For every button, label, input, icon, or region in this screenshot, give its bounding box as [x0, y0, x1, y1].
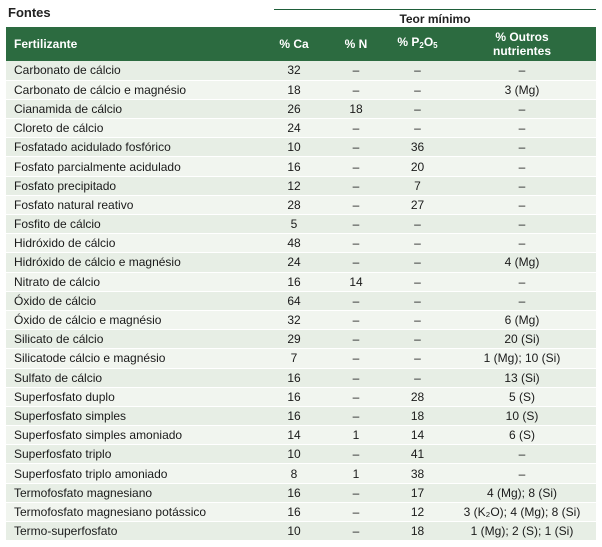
cell-n: – [325, 483, 387, 502]
col-ca: % Ca [263, 27, 325, 61]
cell-fertilizante: Superfosfato simples [6, 406, 263, 425]
cell-n: – [325, 502, 387, 521]
cell-ca: 5 [263, 215, 325, 234]
cell-p2o5: – [387, 80, 448, 99]
cell-p2o5: – [387, 310, 448, 329]
cell-n: – [325, 291, 387, 310]
table-row [6, 99, 596, 118]
header-row [6, 27, 596, 61]
cell-ca: 64 [263, 291, 325, 310]
col-p2o5 [387, 27, 448, 61]
cell-n: – [325, 119, 387, 138]
table-row [6, 138, 596, 157]
table-row [6, 445, 596, 464]
table-row [6, 119, 596, 138]
col-p2o5-prefix: % P [397, 35, 420, 49]
cell-fertilizante: Hidróxido de cálcio e magnésio [6, 253, 263, 272]
cell-fertilizante: Silicatode cálcio e magnésio [6, 349, 263, 368]
cell-outros: – [448, 291, 596, 310]
cell-outros: 3 (Mg) [448, 80, 596, 99]
col-outros-line2: nutrientes [492, 44, 551, 58]
cell-outros: 10 (S) [448, 406, 596, 425]
cell-ca: 16 [263, 157, 325, 176]
cell-n: 1 [325, 426, 387, 445]
cell-ca: 32 [263, 310, 325, 329]
cell-ca: 18 [263, 80, 325, 99]
cell-outros: – [448, 176, 596, 195]
cell-outros: 6 (Mg) [448, 310, 596, 329]
table-row [6, 291, 596, 310]
cell-ca: 16 [263, 406, 325, 425]
cell-n: – [325, 406, 387, 425]
table-row [6, 330, 596, 349]
col-fertilizante: Fertilizante [6, 27, 263, 61]
table-row [6, 234, 596, 253]
cell-n: – [325, 330, 387, 349]
table-row [6, 522, 596, 541]
cell-fertilizante: Cianamida de cálcio [6, 99, 263, 118]
group-header-rule [274, 9, 596, 10]
table-body [6, 61, 596, 541]
cell-outros: – [448, 215, 596, 234]
cell-fertilizante: Sulfato de cálcio [6, 368, 263, 387]
cell-ca: 32 [263, 61, 325, 80]
cell-ca: 28 [263, 195, 325, 214]
cell-p2o5: 12 [387, 502, 448, 521]
cell-ca: 7 [263, 349, 325, 368]
sources-label: Fontes [8, 5, 51, 20]
cell-p2o5: 41 [387, 445, 448, 464]
cell-n: – [325, 195, 387, 214]
col-p2o5-sub1: 2 [419, 41, 424, 50]
cell-ca: 26 [263, 99, 325, 118]
cell-p2o5: – [387, 119, 448, 138]
cell-outros: 4 (Mg) [448, 253, 596, 272]
table-row [6, 272, 596, 291]
table-row [6, 176, 596, 195]
cell-fertilizante: Termofosfato magnesiano potássico [6, 502, 263, 521]
cell-p2o5: – [387, 234, 448, 253]
cell-fertilizante: Fosfato natural reativo [6, 195, 263, 214]
table-row [6, 215, 596, 234]
table-row [6, 195, 596, 214]
cell-ca: 10 [263, 522, 325, 541]
cell-outros: 6 (S) [448, 426, 596, 445]
table-row [6, 387, 596, 406]
cell-p2o5: 20 [387, 157, 448, 176]
cell-p2o5: 17 [387, 483, 448, 502]
cell-ca: 48 [263, 234, 325, 253]
cell-p2o5: – [387, 61, 448, 80]
table-row [6, 502, 596, 521]
col-p2o5-mid: O [423, 35, 434, 49]
cell-fertilizante: Superfosfato simples amoniado [6, 426, 263, 445]
cell-ca: 14 [263, 426, 325, 445]
cell-n: 18 [325, 99, 387, 118]
cell-fertilizante: Silicato de cálcio [6, 330, 263, 349]
cell-n: – [325, 445, 387, 464]
table-row [6, 61, 596, 80]
cell-n: – [325, 157, 387, 176]
table-row [6, 426, 596, 445]
cell-fertilizante: Fosfato parcialmente acidulado [6, 157, 263, 176]
cell-p2o5: 28 [387, 387, 448, 406]
table-row [6, 349, 596, 368]
cell-outros: – [448, 138, 596, 157]
table-row [6, 253, 596, 272]
cell-ca: 16 [263, 368, 325, 387]
cell-outros: – [448, 445, 596, 464]
cell-ca: 8 [263, 464, 325, 483]
cell-p2o5: – [387, 368, 448, 387]
cell-fertilizante: Termofosfato magnesiano [6, 483, 263, 502]
cell-ca: 24 [263, 119, 325, 138]
cell-outros: – [448, 234, 596, 253]
cell-outros: – [448, 195, 596, 214]
cell-ca: 16 [263, 387, 325, 406]
cell-fertilizante: Hidróxido de cálcio [6, 234, 263, 253]
cell-n: – [325, 215, 387, 234]
cell-fertilizante: Carbonato de cálcio e magnésio [6, 80, 263, 99]
cell-p2o5: – [387, 349, 448, 368]
cell-outros: – [448, 99, 596, 118]
cell-fertilizante: Fosfatado acidulado fosfórico [6, 138, 263, 157]
cell-n: – [325, 61, 387, 80]
cell-outros: – [448, 272, 596, 291]
cell-n: – [325, 522, 387, 541]
cell-ca: 10 [263, 138, 325, 157]
cell-fertilizante: Cloreto de cálcio [6, 119, 263, 138]
cell-outros: – [448, 464, 596, 483]
table-row [6, 483, 596, 502]
table-row [6, 368, 596, 387]
cell-fertilizante: Óxido de cálcio [6, 291, 263, 310]
cell-fertilizante: Termo-superfosfato [6, 522, 263, 541]
col-outros-line1: % Outros [495, 30, 549, 44]
cell-p2o5: 18 [387, 522, 448, 541]
cell-fertilizante: Superfosfato triplo [6, 445, 263, 464]
col-outros [448, 27, 596, 61]
cell-fertilizante: Óxido de cálcio e magnésio [6, 310, 263, 329]
cell-n: – [325, 234, 387, 253]
cell-outros: 3 (K₂O); 4 (Mg); 8 (Si) [448, 502, 596, 521]
cell-p2o5: 7 [387, 176, 448, 195]
cell-n: – [325, 138, 387, 157]
cell-n: 1 [325, 464, 387, 483]
cell-fertilizante: Fosfato precipitado [6, 176, 263, 195]
group-header: Teor mínimo [399, 12, 471, 26]
cell-ca: 24 [263, 253, 325, 272]
cell-outros: – [448, 157, 596, 176]
col-n: % N [325, 27, 387, 61]
table-header [6, 27, 596, 61]
cell-n: – [325, 176, 387, 195]
cell-fertilizante: Superfosfato triplo amoniado [6, 464, 263, 483]
cell-fertilizante: Fosfito de cálcio [6, 215, 263, 234]
table-row [6, 80, 596, 99]
cell-ca: 12 [263, 176, 325, 195]
cell-p2o5: – [387, 272, 448, 291]
cell-p2o5: 36 [387, 138, 448, 157]
cell-ca: 16 [263, 483, 325, 502]
cell-p2o5: 14 [387, 426, 448, 445]
cell-p2o5: 18 [387, 406, 448, 425]
cell-p2o5: 27 [387, 195, 448, 214]
cell-fertilizante: Carbonato de cálcio [6, 61, 263, 80]
cell-p2o5: – [387, 291, 448, 310]
cell-n: – [325, 368, 387, 387]
cell-n: – [325, 80, 387, 99]
cell-n: – [325, 349, 387, 368]
table-row [6, 464, 596, 483]
cell-p2o5: – [387, 253, 448, 272]
table-row [6, 310, 596, 329]
cell-outros: 1 (Mg); 10 (Si) [448, 349, 596, 368]
cell-outros: 20 (Si) [448, 330, 596, 349]
cell-fertilizante: Superfosfato duplo [6, 387, 263, 406]
cell-n: – [325, 310, 387, 329]
cell-n: – [325, 387, 387, 406]
cell-p2o5: – [387, 330, 448, 349]
cell-outros: – [448, 61, 596, 80]
cell-n: – [325, 253, 387, 272]
cell-outros: 13 (Si) [448, 368, 596, 387]
table-row [6, 157, 596, 176]
cell-ca: 16 [263, 502, 325, 521]
cell-fertilizante: Nitrato de cálcio [6, 272, 263, 291]
col-p2o5-sub2: 5 [433, 41, 438, 50]
cell-p2o5: – [387, 215, 448, 234]
fertilizer-table [6, 27, 596, 541]
cell-ca: 29 [263, 330, 325, 349]
table-row [6, 406, 596, 425]
cell-outros: – [448, 119, 596, 138]
cell-n: 14 [325, 272, 387, 291]
cell-outros: 5 (S) [448, 387, 596, 406]
cell-outros: 1 (Mg); 2 (S); 1 (Si) [448, 522, 596, 541]
cell-ca: 10 [263, 445, 325, 464]
cell-p2o5: 38 [387, 464, 448, 483]
cell-outros: 4 (Mg); 8 (Si) [448, 483, 596, 502]
cell-p2o5: – [387, 99, 448, 118]
cell-ca: 16 [263, 272, 325, 291]
